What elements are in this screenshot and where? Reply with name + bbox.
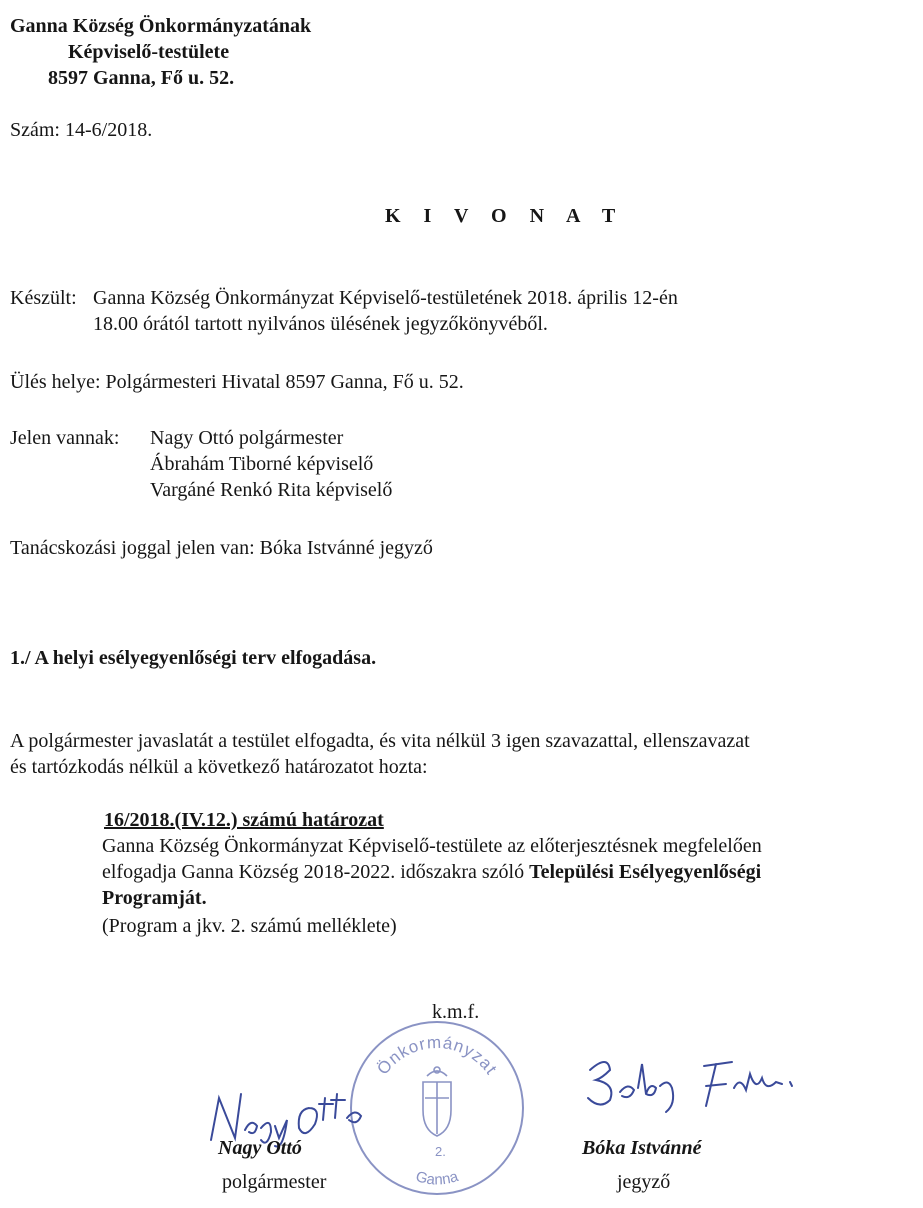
svg-text:Ganna: [414, 1168, 461, 1189]
agenda-item-heading: 1./ A helyi esélyegyenlőségi terv elfogadása.: [10, 647, 377, 669]
signer-right-name: Bóka Istvánné: [582, 1137, 702, 1159]
resolution-line1: Ganna Község Önkormányzat Képviselő-testülete az előterjesztésnek megfelelően: [102, 835, 762, 857]
resolution-appendix-note: (Program a jkv. 2. számú melléklete): [102, 915, 397, 937]
letterhead-address: 8597 Ganna, Fő u. 52.: [48, 67, 235, 89]
stamp-top-text: Önkormányzat: [373, 1032, 502, 1079]
present-member: Vargáné Renkó Rita képviselő: [150, 479, 393, 501]
signer-left-name: Nagy Ottó: [218, 1137, 302, 1159]
prepared-line1: Ganna Község Önkormányzat Képviselő-testületének 2018. április 12-én: [93, 287, 678, 309]
present-label: Jelen vannak:: [10, 427, 120, 449]
stamp-bottom-text: Ganna: [413, 1168, 461, 1189]
advisory-attendee: Tanácskozási joggal jelen van: Bóka Istvánné jegyző: [10, 537, 433, 559]
letterhead-line2: Képviselő-testülete: [68, 41, 230, 63]
body-line1: A polgármester javaslatát a testület elfogadta, és vita nélkül 3 igen szavazattal, ellenszavazat: [10, 730, 750, 752]
resolution-heading: 16/2018.(IV.12.) számú határozat: [104, 809, 384, 831]
body-line2: és tartózkodás nélkül a következő határozatot hozta:: [10, 756, 428, 778]
letterhead-line1: Ganna Község Önkormányzatának: [10, 15, 312, 37]
reference-number: Szám: 14-6/2018.: [10, 119, 153, 141]
signer-right-role: jegyző: [617, 1171, 671, 1193]
stamp-number: 2.: [435, 1144, 446, 1159]
present-member: Ábrahám Tiborné képviselő: [150, 453, 374, 475]
kmf-note: k.m.f.: [432, 1001, 480, 1023]
prepared-line2: 18.00 órától tartott nyilvános ülésének jegyzőkönyvéből.: [93, 313, 548, 335]
coat-of-arms-icon: [423, 1067, 451, 1136]
resolution-line2-text: elfogadja Ganna Község 2018-2022. időszakra szóló: [102, 861, 530, 883]
present-member: Nagy Ottó polgármester: [150, 427, 344, 449]
signature-boka-istvanne: [580, 1048, 830, 1118]
signer-left-role: polgármester: [222, 1171, 327, 1193]
program-name-part1: Települési Esélyegyenlőségi: [529, 861, 762, 883]
resolution-line2: [102, 860, 761, 884]
program-name-part2: Programját.: [102, 887, 207, 909]
meeting-location: Ülés helye: Polgármesteri Hivatal 8597 Ganna, Fő u. 52.: [10, 371, 464, 393]
prepared-label: Készült:: [10, 287, 77, 309]
document-title: K I V O N A T: [385, 205, 625, 227]
